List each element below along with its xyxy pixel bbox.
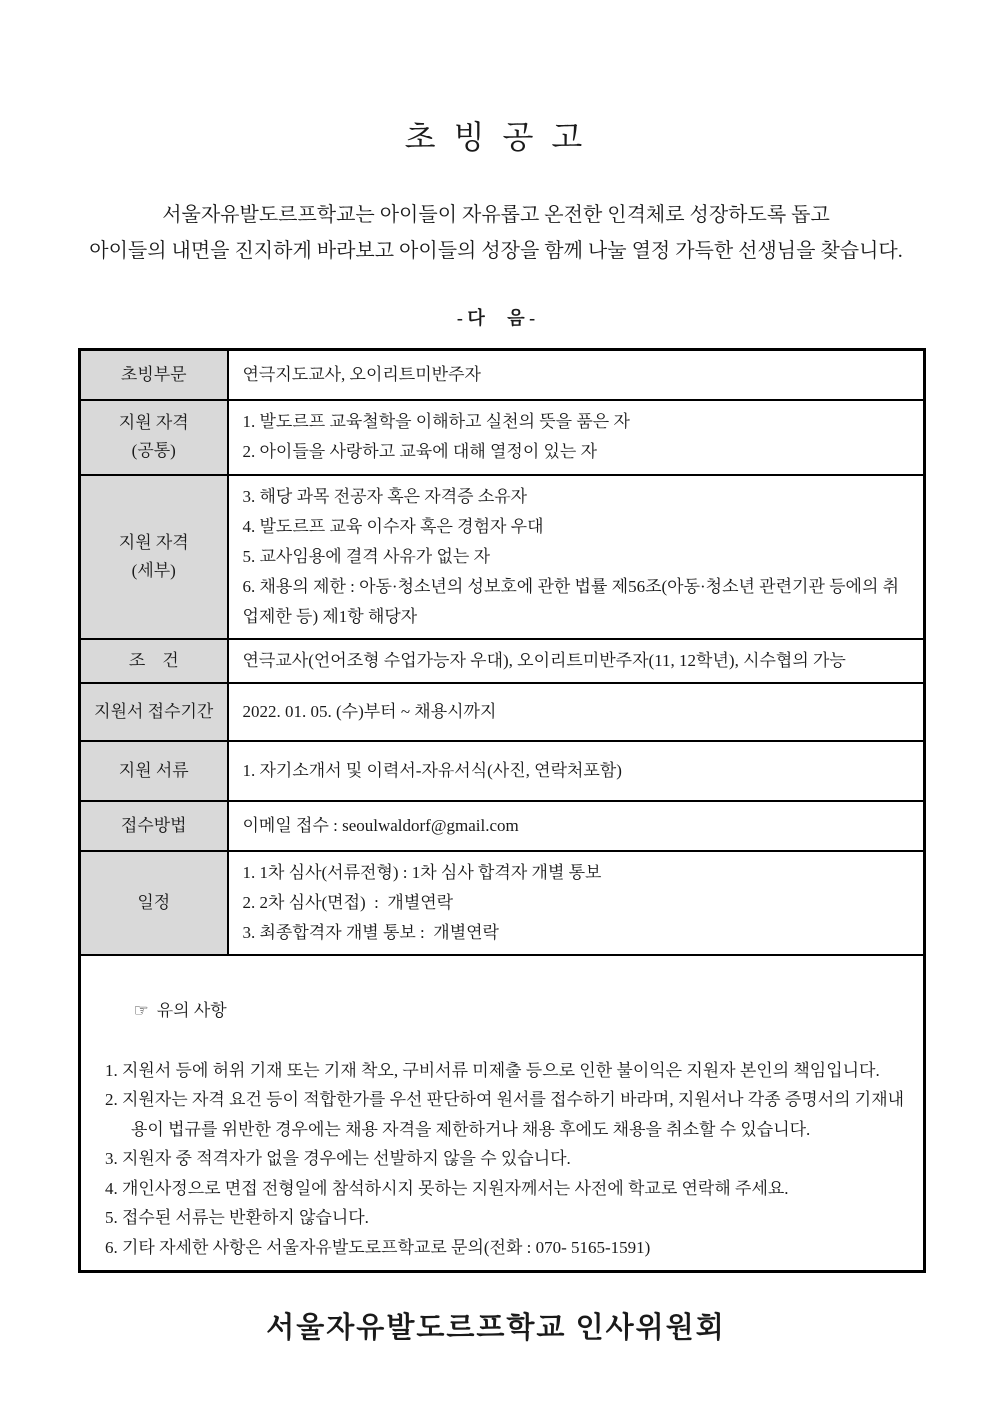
row-label-position (80, 350, 228, 400)
intro-line-2: 아이들의 내면을 진지하게 바라보고 아이들의 성장을 함께 나눌 열정 가득한 선생님을 찾습니다. (89, 240, 903, 262)
row-label-qualification-common (80, 400, 228, 475)
row-label-subtext: (세부) (131, 560, 176, 580)
row-value-qualification-detail (228, 475, 925, 639)
cell-line: 3. 최종합격자 개별 통보 : 개별연락 (242, 922, 499, 942)
notes-heading-text: 유의 사항 (156, 1000, 227, 1020)
note-item: 2. 지원자는 자격 요건 등이 적합한가를 우선 판단하여 원서를 접수하기 바라며, 지원서나 각종 증명서의 기재내용이 법규를 위반한 경우에는 채용 자격을 제한하거나 채용 후에도 채용을 취소할 수 있습니다. (105, 1090, 905, 1139)
table-row-submission-method (80, 801, 925, 851)
table-row-position (80, 350, 925, 400)
cell-line: 3. 해당 과목 전공자 혹은 자격증 소유자 (242, 486, 528, 506)
table-row-application-period (80, 683, 925, 741)
cell-line: 연극교사(언어조형 수업가능자 우대), 오이리트미반주자(11, 12학년), 시수협의 가능 (242, 650, 846, 670)
note-item: 4. 개인사정으로 면접 전형일에 참석하시지 못하는 지원자께서는 사전에 학교로 연락해 주세요. (105, 1178, 789, 1198)
cell-line: 2. 아이들을 사랑하고 교육에 대해 열정이 있는 자 (242, 442, 598, 461)
row-label-subtext: (공통) (131, 441, 176, 460)
cell-line: 이메일 접수 : seoulwaldorf@gmail.com (242, 815, 519, 835)
table-row-qualification-common (80, 400, 925, 475)
row-value-conditions (228, 639, 925, 683)
notes-heading (91, 966, 911, 1056)
note-item: 1. 지원서 등에 허위 기재 또는 기재 착오, 구비서류 미제출 등으로 인한 불이익은 지원자 본인의 책임입니다. (105, 1060, 880, 1080)
note-item: 5. 접수된 서류는 반환하지 않습니다. (105, 1208, 369, 1227)
row-label-schedule (80, 851, 228, 955)
row-label-text: 지원서 접수기간 (94, 701, 214, 721)
row-label-application-period (80, 683, 228, 741)
pointer-hand-icon: ☞ (133, 1000, 149, 1020)
row-label-qualification-detail (80, 475, 228, 639)
table-row-notes (80, 955, 925, 1272)
intro-line-1: 서울자유발도르프학교는 아이들이 자유롭고 온전한 인격체로 성장하도록 돕고 (162, 204, 830, 226)
row-label-text: 지원 자격 (118, 532, 189, 552)
footer-committee-name: 서울자유발도르프학교 인사위원회 (266, 1312, 726, 1344)
recruitment-details-table (78, 348, 926, 1273)
row-value-submission-method (228, 801, 925, 851)
row-value-qualification-common (228, 400, 925, 475)
table-row-qualification-detail (80, 475, 925, 639)
note-item: 3. 지원자 중 적격자가 없을 경우에는 선발하지 않을 수 있습니다. (105, 1149, 571, 1168)
row-label-text: 일정 (137, 892, 171, 912)
cell-line: 2022. 01. 05. (수)부터 ~ 채용시까지 (242, 701, 497, 721)
cell-line: 1. 발도르프 교육철학을 이해하고 실천의 뜻을 품은 자 (242, 412, 630, 431)
row-value-schedule (228, 851, 925, 955)
notes-cell (80, 955, 925, 1272)
row-label-text: 지원 자격 (118, 413, 189, 432)
cell-line: 연극지도교사, 오이리트미반주자 (242, 364, 481, 384)
row-value-position (228, 350, 925, 400)
row-label-text: 접수방법 (120, 815, 187, 835)
section-marker: - 다 음 - (456, 308, 536, 328)
row-value-documents (228, 741, 925, 801)
cell-line: 6. 채용의 제한 : 아동·청소년의 성보호에 관한 법률 제56조(아동·청소년 관련기관 등에의 취업제한 등) 제1항 해당자 (242, 576, 900, 626)
table-row-conditions (80, 639, 925, 683)
row-label-conditions (80, 639, 228, 683)
cell-line: 1. 자기소개서 및 이력서-자유서식(사진, 연락처포함) (242, 760, 622, 780)
row-label-text: 조 건 (128, 650, 179, 670)
cell-line: 2. 2차 심사(면접) : 개별연락 (242, 892, 454, 912)
row-value-application-period (228, 683, 925, 741)
table-row-schedule (80, 851, 925, 955)
row-label-documents (80, 741, 228, 801)
row-label-text: 초빙부문 (120, 364, 187, 384)
cell-line: 1. 1차 심사(서류전형) : 1차 심사 합격자 개별 통보 (242, 862, 602, 882)
row-label-text: 지원 서류 (118, 760, 189, 780)
page-title: 초 빙 공 고 (404, 119, 588, 155)
cell-line: 4. 발도르프 교육 이수자 혹은 경험자 우대 (242, 516, 544, 536)
table-row-documents (80, 741, 925, 801)
cell-line: 5. 교사임용에 결격 사유가 없는 자 (242, 546, 490, 566)
note-item: 6. 기타 자세한 사항은 서울자유발도로프학교로 문의(전화 : 070- 5165-1591) (105, 1237, 651, 1257)
row-label-submission-method (80, 801, 228, 851)
